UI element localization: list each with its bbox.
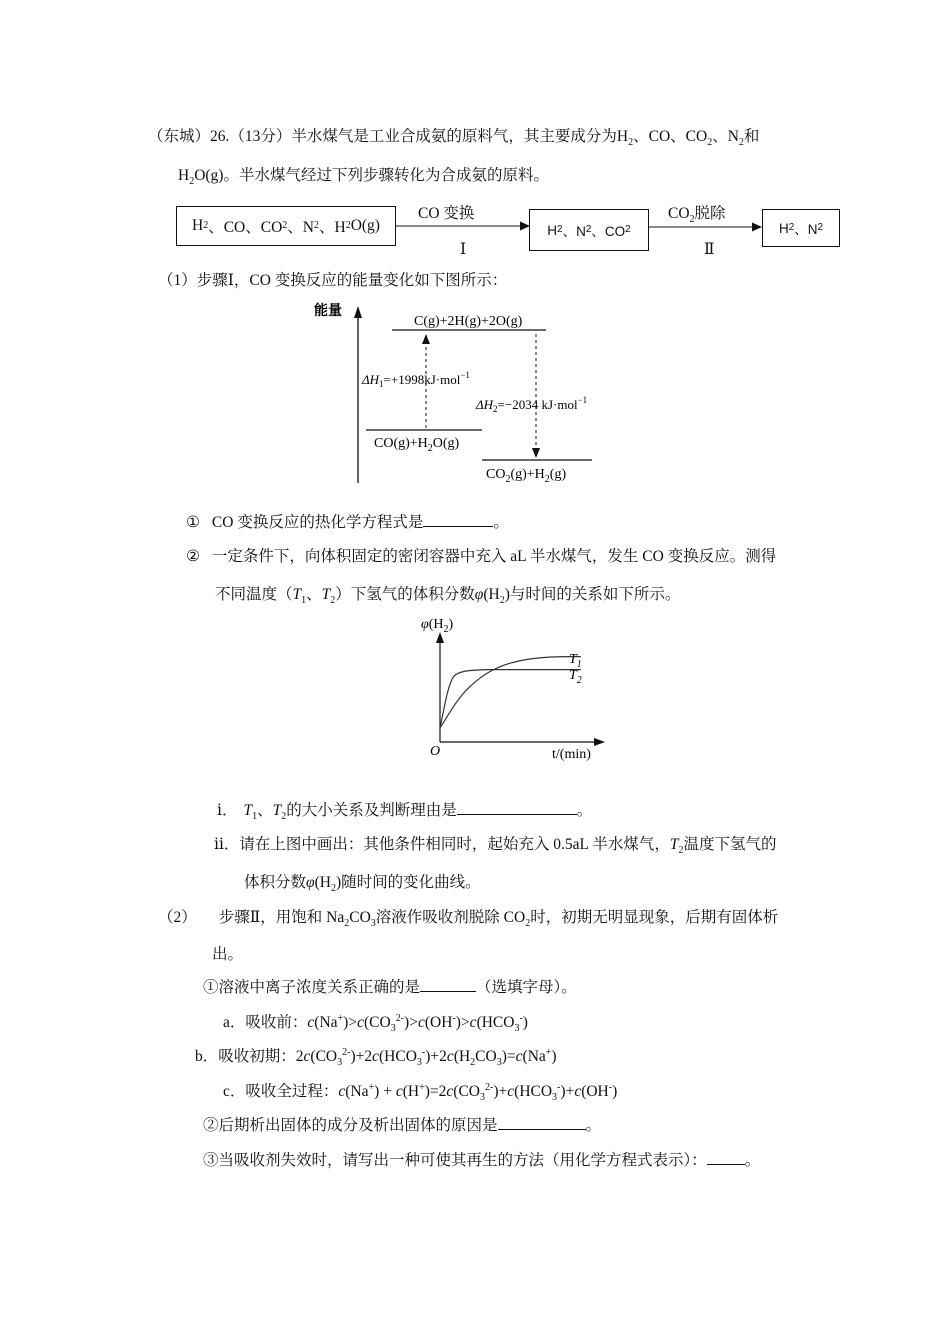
part1-intro: （1）步骤Ⅰ，CO 变换反应的能量变化如下图所示：: [158, 272, 508, 289]
h2-fraction-chart: [415, 610, 615, 765]
option-a: a．吸收前：$c(Na^+)>c(CO_3^{2-})>c(OH^-)>c(HCO_3^-)$: [223, 1012, 528, 1035]
series-line-t1: [440, 657, 581, 729]
dh2-arrowhead: [532, 448, 540, 458]
option-c: c．吸收全过程：$c(Na^+) + c(H^+)=2c(CO_3^{2-})+c(HCO_3^-)+c(OH^-)$: [223, 1081, 618, 1104]
intro-line-2: $H_2O(g)$。半水煤气经过下列步骤转化为合成氨的原料。: [178, 167, 549, 188]
chart-x-axis-arrow: [594, 738, 605, 746]
intro-text: 半水煤气是工业合成氨的原料气，其主要成分为: [291, 128, 617, 145]
part2-q2: ②后期析出固体的成分及析出固体的原因是 。: [203, 1117, 602, 1134]
q1-mark: ①: [186, 514, 200, 531]
flow-box-product: H 2 、N 2: [762, 209, 840, 247]
q1-answer-blank[interactable]: [423, 512, 493, 527]
q2-line-2: 不同温度（$T_1$、$T_2$）下氢气的体积分数$\varphi(H_2)$与时间的关系如下所示。: [215, 586, 681, 607]
question-score: （13分）: [229, 128, 292, 145]
dh2-label: $\Delta H_2=-2034$ kJ·mol$^{-1}$: [476, 395, 588, 414]
flow-box-feed: H 2 、CO、CO 2 、N 2 、H 2 O(g): [176, 206, 396, 246]
flow-box-intermediate: H 2 、N 2 、CO 2: [529, 209, 649, 251]
step2-arrow: [649, 220, 763, 234]
q2-mark: ②: [186, 548, 200, 565]
part2-q3-answer-blank[interactable]: [707, 1150, 745, 1165]
step1-number: Ⅰ: [460, 241, 467, 258]
sub-ii-line-1: ⅱ．请在上图中画出：其他条件相同时，起始充入 0.5aL 半水煤气，$T_2$温度下氢气的: [214, 836, 777, 857]
question-number: 26.: [210, 128, 230, 145]
part2-q1: ①溶液中离子浓度关系正确的是 （选填字母）。: [203, 979, 577, 996]
energy-axis-label: 能量: [314, 304, 342, 319]
part2-q1-answer-blank[interactable]: [420, 977, 476, 992]
energy-diagram: [310, 298, 640, 493]
chart-ylabel: $\varphi(H_2)$: [421, 617, 454, 635]
series-line-t2: [440, 670, 581, 729]
step2-number: Ⅱ: [704, 241, 715, 258]
dh1-label: $\Delta H_1=+1998kJ\cdot mol^{-1}$: [362, 370, 470, 389]
step1-arrow: [396, 219, 531, 233]
right-level-label: $CO_2(g)+H_2(g)$: [486, 467, 567, 485]
energy-axis-arrow: [354, 306, 362, 318]
sub-ii-line-2: 体积分数$\varphi(H_2)$随时间的变化曲线。: [244, 874, 481, 895]
series-label-t1: $T_1$: [569, 652, 582, 670]
option-b: b．吸收初期：$2c(CO_3^{2-})+2c(HCO_3^-)+2c(H_2CO_3)=c(Na^+)$: [195, 1046, 557, 1069]
question-source: （东城）: [148, 128, 211, 145]
part2-q3: ③当吸收剂失效时，请写出一种可使其再生的方法（用化学方程式表示）： 。: [203, 1152, 761, 1169]
part2-q2-answer-blank[interactable]: [498, 1115, 586, 1130]
part2-line-1: （2） 步骤Ⅱ，用饱和 $Na_2CO_3$溶液作吸收剂脱除 $CO_2$时，初期无明显现象，后期有固体析: [158, 909, 779, 930]
q1-line: ① CO 变换反应的热化学方程式是 。: [186, 514, 509, 531]
question-header: （东城）26.（13分）半水煤气是工业合成氨的原料气，其主要成分为$H_2$、CO、$CO_2$、$N_2$和: [148, 128, 760, 149]
chart-origin-label: O: [430, 744, 441, 759]
step2-label: $CO_2$脱除: [668, 205, 726, 226]
part2-line-2: 出。: [212, 946, 244, 963]
left-level-label: $CO(g)+H_2O(g)$: [374, 436, 460, 454]
sub-ii-mark: ⅱ．: [214, 836, 240, 853]
part2-mark: （2）: [158, 909, 197, 926]
dh1-arrowhead: [422, 334, 430, 344]
sub-i-answer-blank[interactable]: [457, 800, 577, 815]
step1-label: CO 变换: [418, 205, 475, 222]
q2-line-1: ② 一定条件下，向体积固定的密闭容器中充入 aL 半水煤气，发生 CO 变换反应。测得: [186, 548, 777, 565]
sub-i-line: ⅰ． $T_1$、$T_2$的大小关系及判断理由是 。: [217, 802, 593, 823]
sub-i-mark: ⅰ．: [217, 802, 238, 819]
series-label-t2: $T_2$: [569, 668, 582, 686]
top-level-label: C(g)+2H(g)+2O(g): [414, 314, 523, 329]
chart-xlabel: t/(min): [552, 747, 591, 762]
